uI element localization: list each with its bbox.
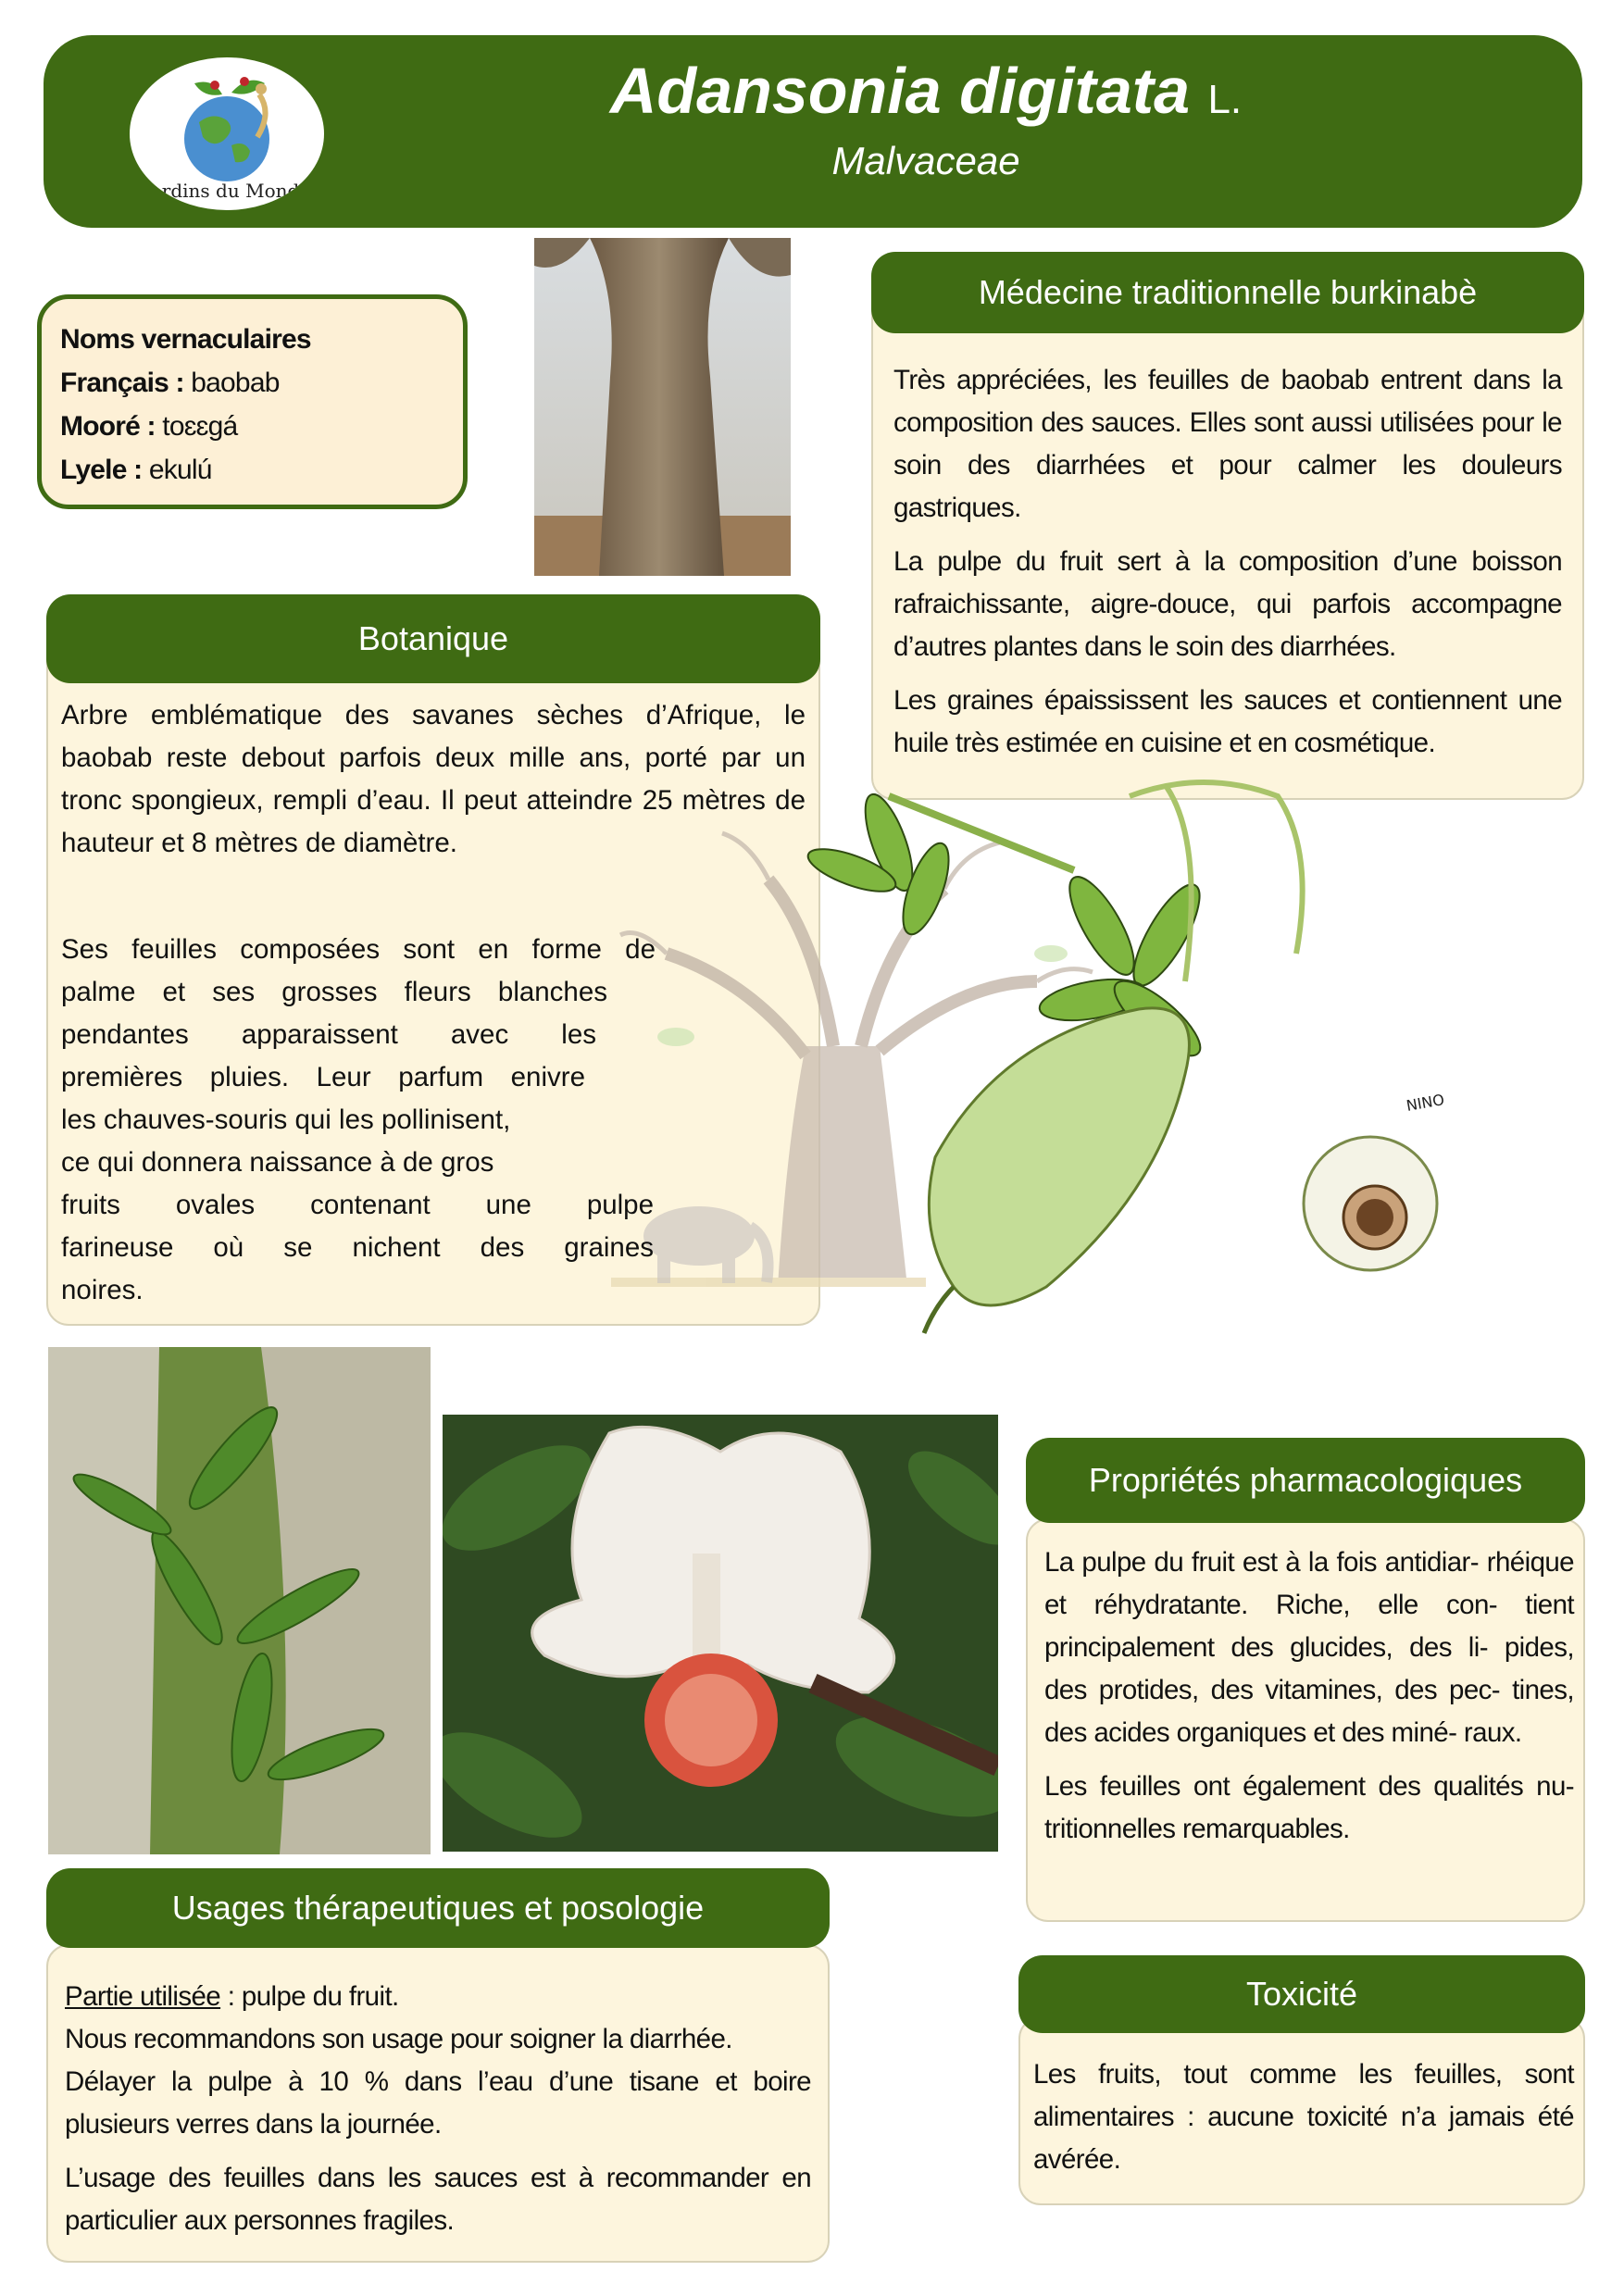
medecine-section-title: Médecine traditionnelle burkinabè <box>871 252 1584 333</box>
vernacular-row: Français : baobab <box>60 368 280 398</box>
medecine-text: Très appréciées, les feuilles de baobab entrent dans la composition des sauces. Elles sont aussi utilisées pour le soin des diarrhées et pour calmer les douleurs gastriques. La pulpe du fruit sert à la composition d’une boisson rafraichissante, aigre-douce, qui parfois accompagne d’autres plantes dans le soin des diarrhées. Les graines épaississent les sauces et contiennent une huile très estimée en cuisine et en cosmétique. <box>893 365 1562 758</box>
species-author: L. <box>1207 77 1243 122</box>
usages-section-title: Usages thérapeutiques et posologie <box>46 1868 830 1948</box>
vernacular-row: Mooré : toɛɛgá <box>60 411 238 442</box>
vernacular-row: Lyele : ekulú <box>60 455 212 485</box>
botanique-text: Arbre emblématique des savanes sèches d’Afrique, le baobab reste debout parfois deux mille ans, porté par un tronc spongieux, rempli d’eau. Il peut atteindre 25 mètres de hauteur et 8 mètres de diamètre. <box>61 700 806 858</box>
toxicite-text: Les fruits, tout comme les feuilles, sont alimentaires : aucune toxicité n’a jamais été avérée. <box>1033 2059 1574 2175</box>
baobab-trunk-photo <box>534 238 791 576</box>
baobab-flower-photo <box>443 1415 998 1852</box>
jardins-du-monde-logo <box>130 57 324 210</box>
proprietes-text: La pulpe du fruit est à la fois antidiar- rhéique et réhydratante. Riche, elle con- tient principalement des glucides, des li- pides, des protides, des vitamines, des pec- tines, des acides organiques et des miné- raux. Les feuilles ont également des qualités nu- tritionnelles remarquables. <box>1044 1547 1574 1844</box>
family-name: Malvaceae <box>831 139 1020 182</box>
logo-text: Jardins du Monde <box>143 180 311 202</box>
page-title <box>463 54 1389 185</box>
usages-text: Partie utilisée : pulpe du fruit. Nous recommandons son usage pour soigner la diarrhée. Délayer la pulpe à 10 % dans l’eau d’une tisane et boire plusieurs verres dans la journée. L’usage des feuilles dans les sauces est à recommander en particulier aux personnes fragiles. <box>65 1981 811 2236</box>
botanique-text-2: Ses feuilles composées sont en forme de palme et ses grosses fleurs blanches pendantes apparaissent avec les premières pluies. Leur parfum enivre les chauves-souris qui les pollinisent, ce qui donnera naissance à de gros fruits ovales contenant une pulpe farineuse où se nichent des graines noires. <box>61 934 656 1305</box>
illustration-signature: NINO <box>1405 1091 1446 1115</box>
botanique-section-title: Botanique <box>46 594 820 683</box>
baobab-leaves-photo <box>48 1347 431 1854</box>
vernacular-title: Noms vernaculaires <box>60 324 311 355</box>
toxicite-section-title: Toxicité <box>1018 1955 1585 2033</box>
vernacular-names-box <box>37 294 468 509</box>
proprietes-section-title: Propriétés pharmacologiques <box>1026 1438 1585 1523</box>
species-name: Adansonia digitata <box>609 55 1190 127</box>
partie-utilisee-label: Partie utilisée <box>65 1981 221 2012</box>
